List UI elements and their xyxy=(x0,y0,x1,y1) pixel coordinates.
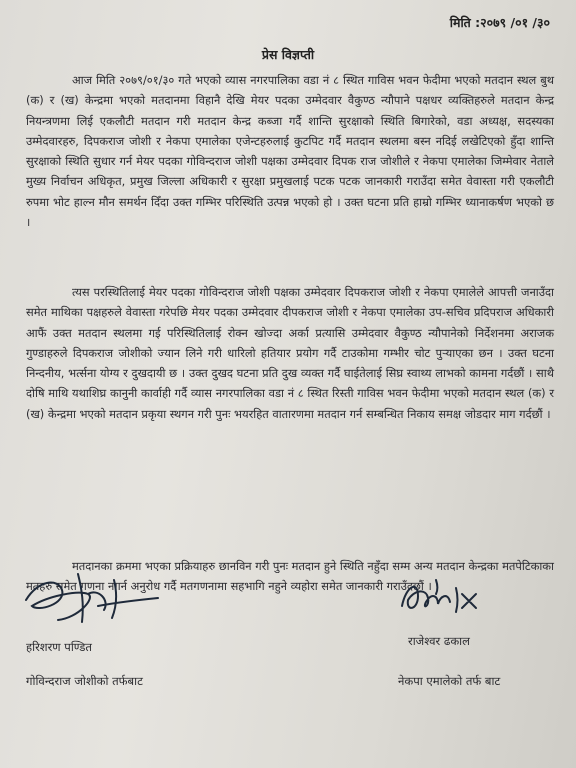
signatory-affiliation: नेकपा एमालेको तर्फ बाट xyxy=(398,674,501,688)
paragraph-text: मतदानका क्रममा भएका प्रक्रियाहरु छानविन गरी पुनः मतदान हुने स्थिति नहुँदा सम्म अन्य मतदान केन्द्रका मतपेटिकाका मतहरु समेत गणना नगर्न अनुरोध गर्दै मतगणनामा सहभागि नहुने व्यहोरा समेत जानकारी गराउँदछौं । xyxy=(26,559,554,594)
signatory-name: राजेश्वर ढकाल xyxy=(408,634,470,648)
document-title: प्रेस विज्ञप्ती xyxy=(261,47,315,62)
paragraph-text: त्यस परस्थितिलाई मेयर पदका गोविन्दराज जोशी पक्षका उम्मेदवार दिपकराज जोशी र नेकपा एमालेले आपत्ती जनाउँदा समेत माथिका पक्षहरुले वेवास्ता गरेपछि मेयर पदका उम्मेदवार दीपकराज जोशी र नेकपा एमालेका उप-सचिव प्रदिपराज अधिकारी आफैं उक्त मतदान स्थलमा गई परिस्थितिलाई रोक्न खोज्दा अर्का प्रत्यासि उम्मेदवार वैकुण्ठ न्यौपानेको निर्देशनमा अराजक गुण्डाहरुले दिपकराज जोशीको ज्यान लिने गरी धारिलो हतियार प्रयोग गर्दै टाउकोमा गम्भीर चोट पुऱ्याएका छन । उक्त घटना निन्दनीय, भर्त्सना योग्य र दुखदायी छ । उक्त दुखद घटना प्रति दुख व्यक्त गर्दै घाईतेलाई सिघ्र स्वाथ्य लाभको कामना गर्दछौं । साथै दोषि माथि यथाशिघ्र कानुनी कार्वाही गर्दै व्यास नगरपालिका वडा नं ८ स्थित रिस्ती गाविस भवन फेदीमा भएको मतदान स्थल (क) र (ख) केन्द्रमा भएको मतदान प्रकृया स्थगन गरी पुनः भयरहित वातारणमा मतदान गर्न सम्बन्धित निकाय समक्ष जोडदार माग गर्दछौं । xyxy=(26,285,554,421)
body-paragraph xyxy=(26,282,554,424)
signatory-affiliation: गोविन्दराज जोशीको तर्फबाट xyxy=(26,674,143,688)
signatory-name: हरिशरण पण्डित xyxy=(26,640,92,654)
body-paragraph xyxy=(26,70,554,232)
paragraph-text: आज मिति २०७९/०१/३० गते भएको व्यास नगरपालिका वडा नं ८ स्थित गाविस भवन फेदीमा भएको मतदान स्थल बुथ (क) र (ख) केन्द्रमा भएको मतदानमा विहानै देखि मेयर पदका उम्मेदवार वैकुण्ठ न्यौपाने पक्षधर व्यक्तिहरुले मतदान केन्द्र नियन्त्रणमा लिई एकलौटी मतदान गरी मतदान केन्द्र कब्जा गर्दै शान्ति सुरक्षाको स्थिति बिगारेको, वडा अध्यक्ष, सदस्यका उम्मेदवारहरु, दिपकराज जोशी र नेकपा एमालेका एजेन्टहरुलाई कुटपिट गर्दै मतदान स्थलमा बस्न नदिई लखेटिएको हुँदा शान्ति सुरक्षाको स्थिति सुधार गर्न मेयर पदका गोविन्दराज जोशी पक्षका उम्मेदवार दिपक राज जोशीले र नेकपा एमालेका जिम्मेवार नेताले मुख्य निर्वाचन अधिकृत, प्रमुख जिल्ला अधिकारी र सुरक्षा प्रमुखलाई पटक पटक जानकारी गराउँदा समेत वेवास्ता गरी एकलौटी रुपमा भोट हाल्न मौन समर्थन दिँदा उक्त गम्भिर परिस्थिति उत्पन्न भएको हो । उक्त घटना प्रति हाम्रो गम्भिर ध्यानाकर्षण भएको छ । xyxy=(26,73,554,230)
signature-right xyxy=(392,566,502,626)
date-label: मिति :२०७९ /०१ /३० xyxy=(449,15,550,30)
signature-left xyxy=(18,560,168,630)
